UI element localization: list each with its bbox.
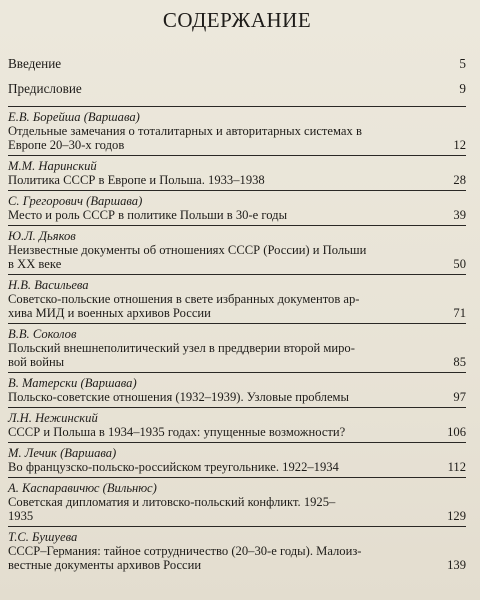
- entry-author: В.В. Соколов: [8, 327, 77, 341]
- entry-author: Т.С. Бушуева: [8, 530, 78, 544]
- entry-title-line: вестные документы архивов России: [8, 558, 202, 572]
- page-number: 129: [447, 509, 466, 523]
- entry-title-line: СССР–Германия: тайное сотрудничество (20–30-е годы). Малоиз-: [8, 544, 362, 558]
- toc-entry: [8, 477, 466, 523]
- entry-title-line: Советско-польские отношения в свете избранных документов ар-: [8, 292, 360, 306]
- toc-front-label: Введение: [8, 56, 62, 71]
- front-matter: [8, 56, 466, 96]
- toc-entry: [8, 190, 466, 222]
- entry-title-line: Польско-советские отношения (1932–1939). Узловые проблемы: [8, 390, 349, 404]
- entry-author: Л.Н. Нежинский: [8, 411, 98, 425]
- page-number: 28: [453, 173, 466, 187]
- entry-title: [8, 425, 466, 439]
- toc-entries: [8, 106, 466, 572]
- page-number: 50: [453, 257, 466, 271]
- entry-title: [8, 173, 466, 187]
- entry-title-line: 1935: [8, 509, 34, 523]
- page-number: 39: [453, 208, 466, 222]
- page-number: 12: [453, 138, 466, 152]
- toc-entry: [8, 372, 466, 404]
- entry-title-line: Политика СССР в Европе и Польша. 1933–1938: [8, 173, 265, 187]
- page-number: 5: [459, 56, 466, 71]
- entry-author: С. Грегорович (Варшава): [8, 194, 143, 208]
- entry-title: [8, 390, 466, 404]
- page-number: 85: [453, 355, 466, 369]
- entry-title: [8, 292, 466, 320]
- entry-title: [8, 495, 466, 523]
- toc-front-item: [8, 56, 466, 71]
- entry-title: [8, 124, 466, 152]
- entry-title-line: СССР и Польша в 1934–1935 годах: упущенные возможности?: [8, 425, 346, 439]
- toc-entry: [8, 274, 466, 320]
- toc-entry: [8, 442, 466, 474]
- entry-title-line: Во французско-польско-российском треугольнике. 1922–1934: [8, 460, 339, 474]
- page-number: 71: [453, 306, 466, 320]
- toc-entry: [8, 407, 466, 439]
- entry-author: В. Матерски (Варшава): [8, 376, 137, 390]
- toc-front-label: Предисловие: [8, 81, 82, 96]
- page-title: СОДЕРЖАНИЕ: [162, 8, 312, 32]
- entry-title-line: Неизвестные документы об отношениях СССР (России) и Польши: [8, 243, 367, 257]
- toc-entry: [8, 526, 466, 572]
- entry-title-line: Европе 20–30-х годов: [8, 138, 125, 152]
- page-number: 106: [447, 425, 466, 439]
- entry-author: М. Лечик (Варшава): [8, 446, 117, 460]
- entry-title-line: вой войны: [8, 355, 65, 369]
- entry-title: [8, 460, 466, 474]
- entry-author: Ю.Л. Дьяков: [8, 229, 76, 243]
- entry-title-line: Польский внешнеполитический узел в преддверии второй миро-: [8, 341, 355, 355]
- page-number: 97: [453, 390, 466, 404]
- entry-author: Е.В. Борейша (Варшава): [8, 110, 140, 124]
- page-number: 112: [447, 460, 466, 474]
- toc-entry: [8, 155, 466, 187]
- entry-title: [8, 208, 466, 222]
- entry-title: [8, 243, 466, 271]
- toc-front-item: [8, 81, 466, 96]
- toc-entry: [8, 323, 466, 369]
- toc-entry: [8, 225, 466, 271]
- entry-author: М.М. Наринский: [8, 159, 97, 173]
- entry-title-line: хива МИД и военных архивов России: [8, 306, 211, 320]
- entry-title-line: Место и роль СССР в политике Польши в 30-е годы: [8, 208, 288, 222]
- entry-author: Н.В. Васильева: [8, 278, 89, 292]
- entry-title: [8, 544, 466, 572]
- entry-title-line: в XX веке: [8, 257, 62, 271]
- page-number: 9: [459, 81, 466, 96]
- entry-title-line: Отдельные замечания о тоталитарных и авторитарных системах в: [8, 124, 362, 138]
- page-number: 139: [447, 558, 466, 572]
- entry-author: А. Каспаравичюс (Вильнюс): [8, 481, 157, 495]
- toc-entry: [8, 106, 466, 152]
- entry-title: [8, 341, 466, 369]
- entry-title-line: Советская дипломатия и литовско-польский конфликт. 1925–: [8, 495, 336, 509]
